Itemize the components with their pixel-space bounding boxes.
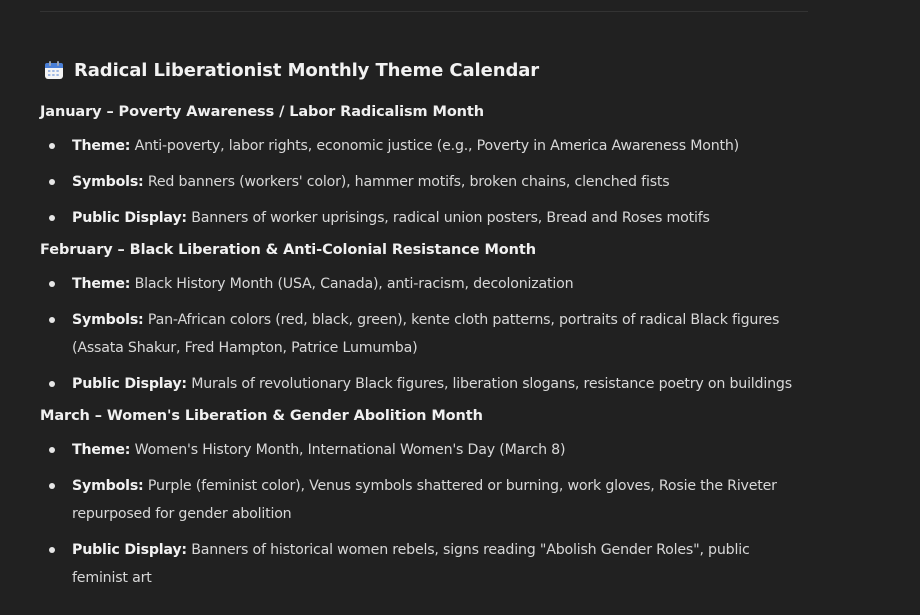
list-item <box>40 370 808 398</box>
month-section-january <box>40 102 808 232</box>
document-body <box>40 56 808 600</box>
bullet-list <box>40 132 808 232</box>
list-item <box>40 536 808 592</box>
item-text: Banners of worker uprisings, radical union posters, Bread and Roses motifs <box>186 210 710 226</box>
month-heading: February – Black Liberation & Anti-Colonial Resistance Month <box>40 242 536 258</box>
item-label: Theme: <box>72 442 131 458</box>
item-label: Public Display: <box>72 542 187 558</box>
page-title <box>44 56 808 84</box>
list-item <box>40 270 808 298</box>
bullet-list <box>40 436 808 592</box>
item-text: Banners of historical women rebels, signs reading "Abolish Gender Roles", public feminist art <box>72 542 750 586</box>
list-item <box>40 132 808 160</box>
list-item <box>40 436 808 464</box>
item-text: Murals of revolutionary Black figures, liberation slogans, resistance poetry on buildings <box>186 376 792 392</box>
list-item <box>40 306 808 362</box>
item-text: Anti-poverty, labor rights, economic justice (e.g., Poverty in America Awareness Month) <box>130 138 740 154</box>
item-text: Pan-African colors (red, black, green), kente cloth patterns, portraits of radical Black figures (Assata Shakur, Fred Hampton, Patrice Lumumba) <box>72 312 780 356</box>
item-label: Public Display: <box>72 376 187 392</box>
item-label: Symbols: <box>72 312 144 328</box>
item-text: Red banners (workers' color), hammer motifs, broken chains, clenched fists <box>143 174 670 190</box>
item-text: Black History Month (USA, Canada), anti-racism, decolonization <box>130 276 574 292</box>
item-text: Women's History Month, International Women's Day (March 8) <box>130 442 566 458</box>
item-label: Public Display: <box>72 210 187 226</box>
list-item <box>40 472 808 528</box>
item-label: Theme: <box>72 276 131 292</box>
month-heading: January – Poverty Awareness / Labor Radicalism Month <box>40 104 484 120</box>
top-divider <box>40 11 808 12</box>
item-label: Symbols: <box>72 174 144 190</box>
calendar-icon <box>44 60 64 80</box>
month-section-march <box>40 406 808 592</box>
item-label: Theme: <box>72 138 131 154</box>
item-text: Purple (feminist color), Venus symbols shattered or burning, work gloves, Rosie the Riveter repurposed for gender abolition <box>72 478 777 522</box>
bullet-list <box>40 270 808 398</box>
month-section-february <box>40 240 808 398</box>
list-item <box>40 204 808 232</box>
page-title-text: Radical Liberationist Monthly Theme Calendar <box>74 59 540 81</box>
month-heading: March – Women's Liberation & Gender Abolition Month <box>40 408 483 424</box>
list-item <box>40 168 808 196</box>
item-label: Symbols: <box>72 478 144 494</box>
